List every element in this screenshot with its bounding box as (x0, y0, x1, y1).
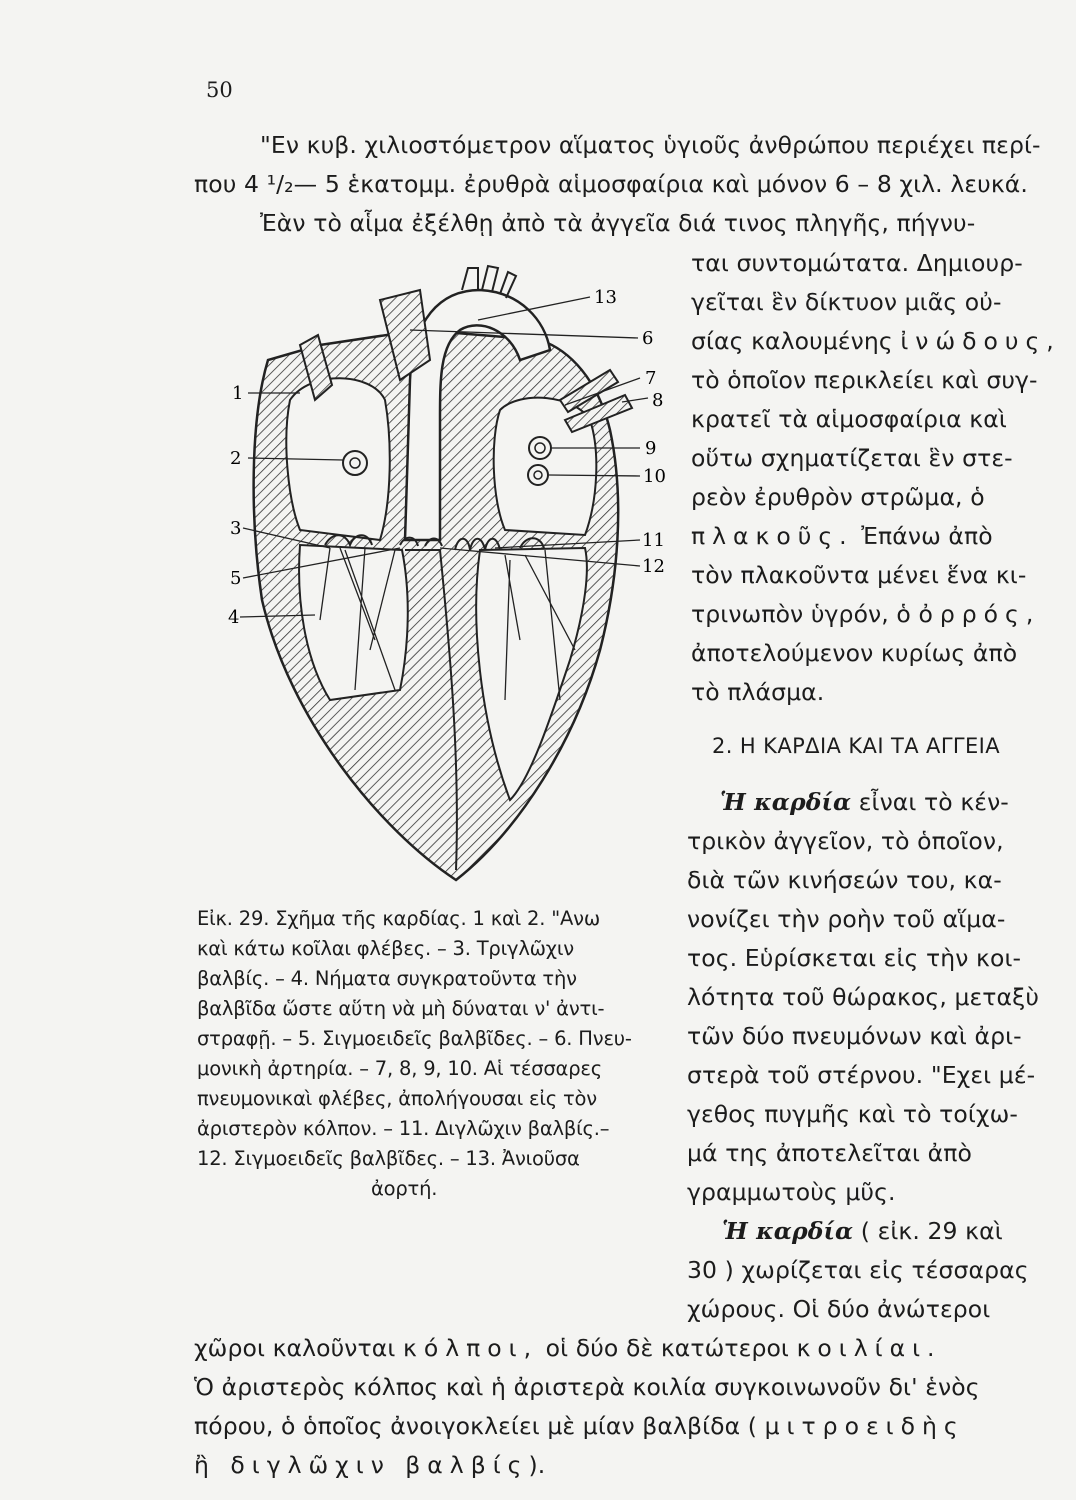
vein-opening (343, 451, 367, 475)
spaced-term: ἰνώδους, (900, 327, 1061, 355)
heart-diagram (210, 255, 680, 895)
text-line: κρατεῖ τὰ αἱμοσφαίρια καὶ (691, 405, 1007, 433)
text-line: τῶν δύο πνευμόνων καὶ ἀρι- (687, 1022, 1022, 1050)
text-line: χώρους. Οἱ δύο ἀνώτεροι (687, 1295, 991, 1323)
caption-line: βαλβῖδα ὥστε αὕτη νὰ μὴ δύναται ν' ἀντι- (197, 997, 605, 1020)
figure-label: 1 (232, 383, 244, 404)
text-line (194, 1451, 545, 1479)
figure-label: 9 (645, 438, 657, 459)
text-line (691, 600, 1040, 628)
spaced-term: κόλποι, (402, 1334, 539, 1362)
text-fragment: χῶροι καλοῦνται (194, 1334, 403, 1362)
spaced-term: ὀρρός, (918, 600, 1041, 628)
text-fragment: εἶναι τὸ κέν- (851, 788, 1009, 816)
text-fragment: ( εἰκ. 29 καὶ (853, 1217, 1003, 1245)
text-line: 30 ) χωρίζεται εἰς τέσσαρας (687, 1256, 1029, 1284)
text-line: τρικὸν ἀγγεῖον, τὸ ὁποῖον, (687, 827, 1004, 855)
text-line: Ὁ ἀριστερὸς κόλπος καὶ ἡ ἀριστερὰ κοιλία συγκοινωνοῦν δι' ἑνὸς (194, 1373, 980, 1401)
text-line: μά της ἀποτελεῖται ἀπὸ (687, 1139, 972, 1167)
text-line: νονίζει τὴν ροὴν τοῦ αἵμα- (687, 905, 1006, 933)
text-line (720, 788, 1009, 816)
text-line: που 4 ¹/₂— 5 ἑκατομμ. ἐρυθρὰ αἱμοσφαίρια καὶ μόνον 6 – 8 χιλ. λευκά. (194, 170, 1028, 198)
bold-term: Ἡ καρδία (720, 788, 852, 816)
figure-label: 6 (642, 328, 654, 349)
spaced-term: πλακοῦς. (691, 522, 854, 550)
text-fragment: σίας καλουμένης (691, 327, 901, 355)
text-line (194, 1412, 965, 1440)
text-line: ἀποτελούμενον κυρίως ἀπὸ (691, 639, 1018, 667)
text-line (691, 327, 1061, 355)
figure-label: 11 (642, 530, 665, 551)
figure-label: 8 (652, 390, 664, 411)
text-line: οὕτω σχηματίζεται ἓν στε- (691, 444, 1013, 472)
figure-label: 12 (642, 556, 665, 577)
text-line: τὸν πλακοῦντα μένει ἕνα κι- (691, 561, 1027, 589)
figure-label: 3 (230, 518, 242, 539)
figure-label: 2 (230, 448, 242, 469)
text-fragment: Ἐπάνω ἀπὸ (853, 522, 993, 550)
text-line: γεθος πυγμῆς καὶ τὸ τοίχω- (687, 1100, 1018, 1128)
text-fragment: τρινωπὸν ὑγρόν, ὁ (691, 600, 919, 628)
text-line: διὰ τῶν κινήσεών του, κα- (687, 866, 1002, 894)
text-line: ρεὸν ἐρυθρὸν στρῶμα, ὁ (691, 483, 985, 511)
text-line: τὸ πλάσμα. (691, 678, 825, 706)
text-line (194, 1334, 942, 1362)
text-fragment: οἱ δύο δὲ κατώτεροι (538, 1334, 797, 1362)
caption-line: Εἰκ. 29. Σχῆμα τῆς καρδίας. 1 καὶ 2. "Ανω (197, 907, 600, 930)
caption-line: 12. Σιγμοειδεῖς βαλβῖδες. – 13. Ἀνιοῦσα (197, 1147, 580, 1170)
caption-line: βαλβίς. – 4. Νήματα συγκρατοῦντα τὴν (197, 967, 577, 990)
caption-line: καὶ κάτω κοῖλαι φλέβες. – 3. Τριγλῶχιν (197, 937, 574, 960)
text-line (691, 522, 993, 550)
text-line: ται συντομώτατα. Δημιουρ- (691, 249, 1023, 277)
text-line: τὸ ὁποῖον περικλείει καὶ συγ- (691, 366, 1038, 394)
text-line: γραμμωτοὺς μῦς. (687, 1178, 896, 1206)
text-line (722, 1217, 1003, 1245)
figure-label: 7 (645, 368, 657, 389)
caption-line: μονικὴ ἀρτηρία. – 7, 8, 9, 10. Αἱ τέσσαρες (197, 1057, 602, 1080)
text-fragment: ). (528, 1451, 546, 1479)
page-number: 50 (206, 78, 233, 102)
caption-line: στραφῇ. – 5. Σιγμοειδεῖς βαλβῖδες. – 6. Πνευ- (197, 1027, 632, 1050)
vein-opening (528, 465, 548, 485)
section-heading: 2. Η ΚΑΡΔΙΑ ΚΑΙ ΤΑ ΑΓΓΕΙΑ (712, 734, 1001, 758)
vein-opening (529, 437, 551, 459)
caption-line: ἀορτή. (371, 1177, 438, 1200)
text-line: στερὰ τοῦ στέρνου. "Εχει μέ- (687, 1061, 1036, 1089)
spaced-term: κοιλίαι. (796, 1334, 942, 1362)
text-line: Ἐὰν τὸ αἷμα ἐξέλθῃ ἀπὸ τὰ ἀγγεῖα διά τινος πληγῆς, πήγνυ- (260, 209, 976, 237)
figure-label: 10 (643, 466, 666, 487)
bold-term: Ἡ καρδία (722, 1217, 854, 1245)
text-fragment: πόρου, ὁ ὁποῖος ἀνοιγοκλείει μὲ μίαν βαλβίδα ( (194, 1412, 765, 1440)
figure-label: 13 (594, 287, 617, 308)
spaced-term: ἢ διγλῶχιν βαλβίς (194, 1451, 529, 1479)
text-line: γεῖται ἓν δίκτυον μιᾶς οὐ- (691, 288, 1002, 316)
figure-label: 4 (228, 607, 240, 628)
text-line: "Εν κυβ. χιλιοστόμετρον αἵματος ὑγιοῦς ἀνθρώπου περιέχει περί- (260, 131, 1041, 159)
caption-line: πνευμονικαὶ φλέβες, ἀπολήγουσαι εἰς τὸν (197, 1087, 597, 1110)
text-line: τος. Εὑρίσκεται εἰς τὴν κοι- (687, 944, 1022, 972)
figure-label: 5 (230, 568, 242, 589)
spaced-term: μιτροειδὴς (764, 1412, 965, 1440)
text-line: λότητα τοῦ θώρακος, μεταξὺ (687, 983, 1040, 1011)
caption-line: ἀριστερὸν κόλπον. – 11. Διγλῶχιν βαλβίς.– (197, 1117, 610, 1140)
